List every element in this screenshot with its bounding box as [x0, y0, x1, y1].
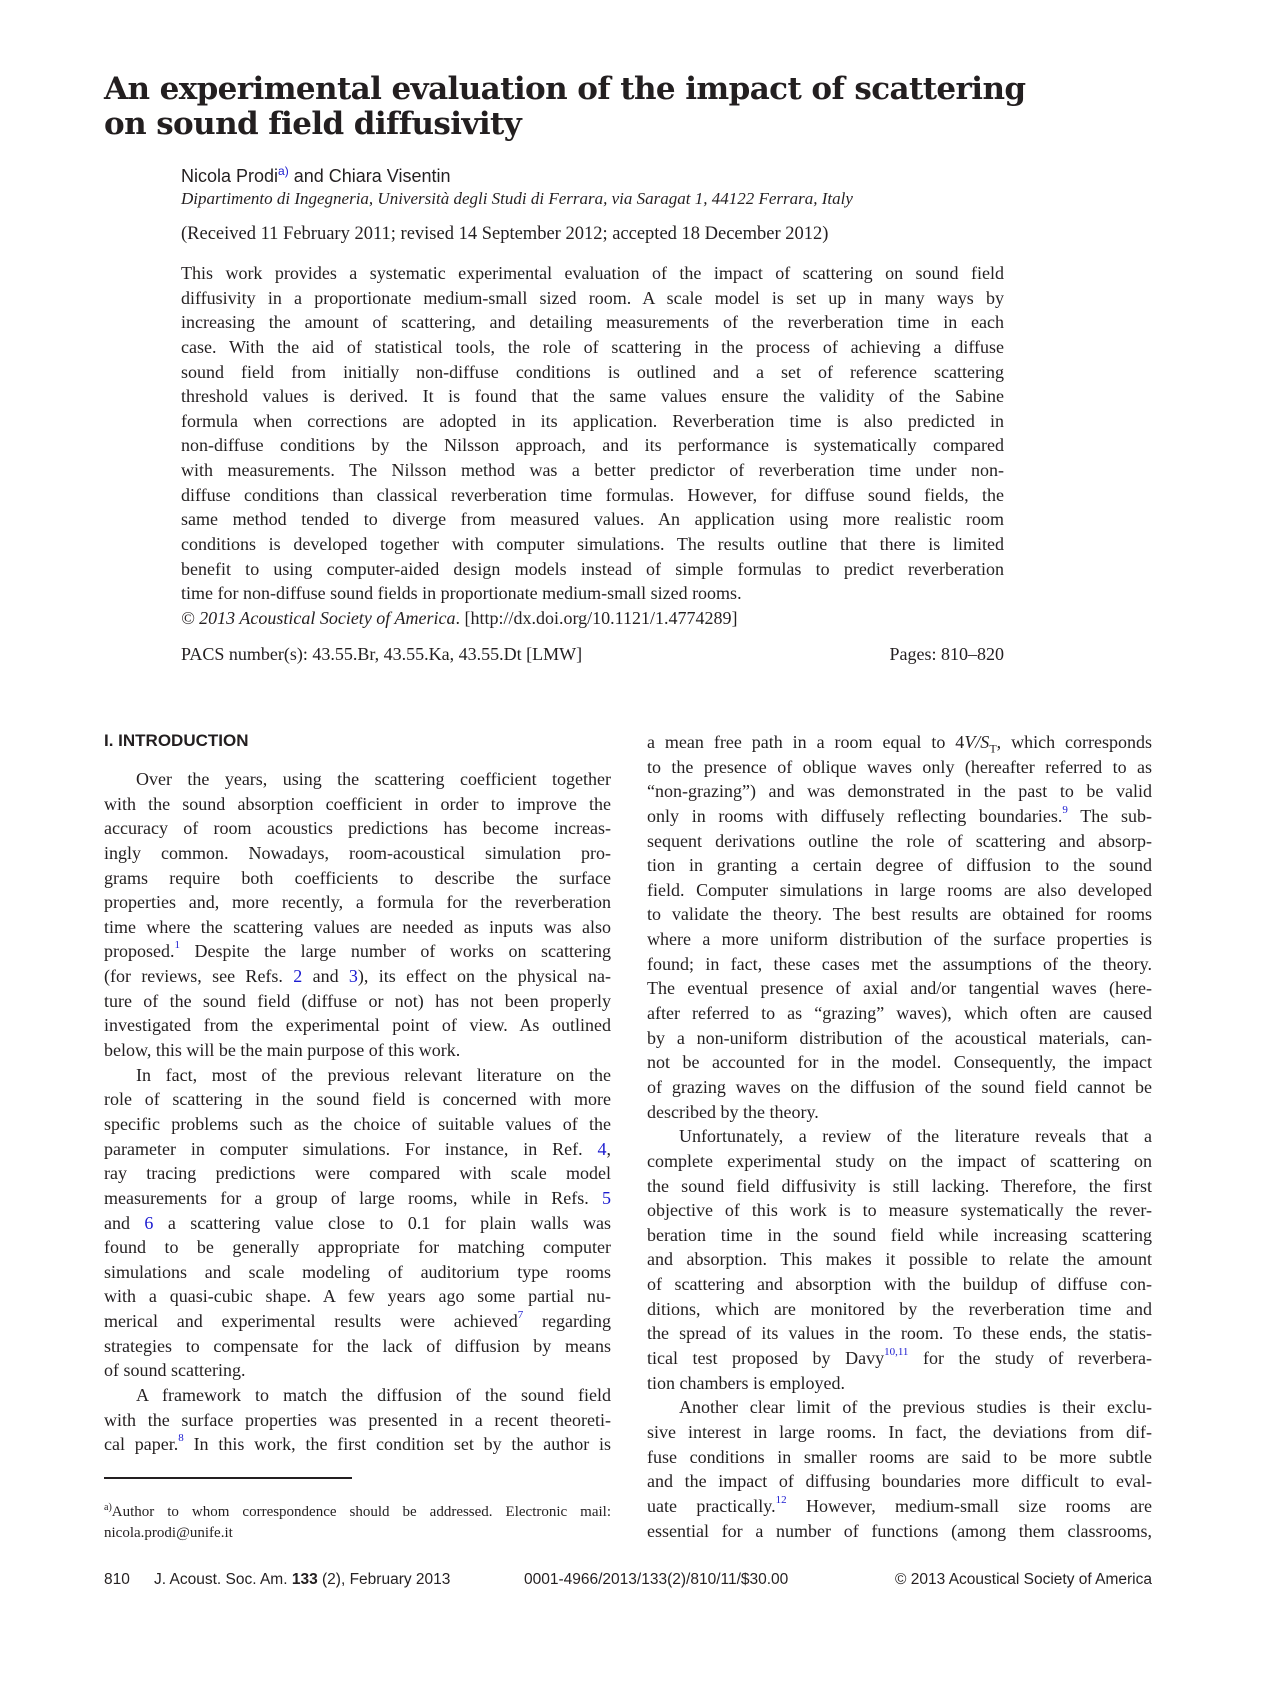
text-line: This work provides a systematic experimental evaluation of the impact of scattering on sound field [181, 263, 1004, 283]
text-line: proposed.$^1$ Despite the large number of works on scattering [104, 939, 611, 962]
text-line: only in rooms with diffusely reflecting boundaries.$^9$ The sub- [647, 803, 1152, 826]
author-name: and Chiara Visentin [288, 166, 451, 186]
right-column [647, 730, 1152, 1543]
text-line: uate practically.$^{12}$ However, medium-small size rooms are [647, 1493, 1152, 1516]
article-code: 0001-4966/2013/133(2)/810/11/$30.00 [524, 1571, 789, 1588]
footnote-divider [104, 1477, 352, 1479]
text-line: by a non-uniform distribution of the acoustical materials, can- [647, 1027, 1152, 1048]
text-line: accuracy of room acoustics predictions has become increas- [104, 818, 611, 839]
abstract [181, 261, 1004, 631]
reference-link[interactable]: 3 [348, 966, 358, 987]
affiliation: Dipartimento di Ingegneria, Università degli Studi di Ferrara, via Saragat 1, 44122 Ferrara, Italy [181, 189, 853, 208]
text-line: tion in granting a certain degree of diffusion to the sound [647, 855, 1152, 876]
text-line: of sound scattering. [104, 1360, 246, 1381]
text-line: A framework to match the diffusion of the sound field [136, 1385, 611, 1406]
page-number: 810 [104, 1571, 130, 1588]
text-line: after referred to as “grazing” waves), which often are caused [647, 1003, 1152, 1024]
text-line: Unfortunately, a review of the literature reveals that a [679, 1126, 1152, 1147]
title-line: on sound field diffusivity [104, 106, 522, 142]
text-line: ture of the sound field (diffuse or not) has not been properly [104, 990, 611, 1011]
text-line: same method tended to diverge from measured values. An application using more realistic room [181, 509, 1004, 530]
text-line: to the presence of oblique waves only (hereafter referred to as [647, 756, 1152, 777]
received-dates: (Received 11 February 2011; revised 14 September 2012; accepted 18 December 2012) [181, 224, 829, 244]
issue-date: (2), February 2013 [317, 1571, 451, 1588]
text-line: (for reviews, see Refs. 2 and 3), its effect on the physical na- [104, 966, 611, 987]
text-line: increasing the amount of scattering, and detailing measurements of the reverberation time in each [181, 312, 1004, 333]
text-line: the spread of its values in the room. To these ends, the statis- [647, 1323, 1152, 1344]
journal-citation [154, 1571, 524, 1589]
text-line: of scattering and absorption with the buildup of diffuse con- [647, 1274, 1152, 1295]
text-line: Over the years, using the scattering coefficient together [136, 769, 611, 789]
text-line: a mean free path in a room equal to $4V/S_T$, which corresponds [647, 732, 1152, 756]
reference-link[interactable]: 4 [597, 1138, 607, 1159]
text-line: of grazing waves on the diffusion of the sound field cannot be [647, 1076, 1152, 1097]
text-line: formula when corrections are adopted in its application. Reverberation time is also predicted in [181, 410, 1004, 431]
text-line: merical and experimental results were achieved$^7$ regarding [104, 1309, 611, 1332]
text-line: specific problems such as the choice of suitable values of the [104, 1113, 611, 1134]
text-line: complete experimental study on the impact of scattering on [647, 1150, 1152, 1171]
text-line: and 6 a scattering value close to 0.1 for plain walls was [104, 1212, 611, 1233]
text-line: benefit to using computer-aided design models instead of simple formulas to predict reverberation [181, 558, 1004, 579]
paper-title [104, 72, 1025, 142]
reference-superscript-link[interactable]: 9 [1062, 803, 1068, 816]
text-line: conditions is developed together with computer simulations. The results outline that there is limited [181, 534, 1004, 555]
reference-superscript-link[interactable]: a) [104, 1502, 112, 1513]
text-line: diffuse conditions than classical reverberation time formulas. However, for diffuse sound fields, the [181, 484, 1004, 505]
text-line: tical test proposed by Davy$^{10,11}$ for the study of reverbera- [647, 1346, 1152, 1369]
text-line: with the sound absorption coefficient in order to improve the [104, 793, 611, 814]
text-line: role of scattering in the sound field is concerned with more [104, 1089, 611, 1110]
reference-link[interactable]: 2 [293, 966, 303, 987]
text-line: The eventual presence of axial and/or tangential waves (here- [647, 978, 1152, 999]
text-line: time where the scattering values are needed as inputs was also [104, 916, 611, 937]
text-line: cal paper.$^8$ In this work, the first condition set by the author is [104, 1432, 611, 1455]
journal-name: J. Acoust. Soc. Am. [154, 1571, 292, 1588]
reference-superscript-link[interactable]: 8 [178, 1432, 184, 1445]
reference-superscript-link[interactable]: 1 [174, 939, 180, 952]
text-line: tion chambers is employed. [647, 1372, 845, 1393]
pacs-numbers: PACS number(s): 43.55.Br, 43.55.Ka, 43.55.Dt [LMW] [181, 644, 583, 664]
reference-superscript-link[interactable]: 12 [775, 1493, 787, 1506]
page-range: Pages: 810–820 [889, 644, 1004, 664]
text-line: nicola.prodi@unife.it [104, 1525, 233, 1541]
text-line: found; in fact, these cases met the assumptions of the theory. [647, 953, 1152, 974]
text-line: field. Computer simulations in large rooms are also developed [647, 879, 1152, 900]
text-line: and absorption. This makes it possible to relate the amount [647, 1249, 1152, 1270]
text-line: threshold values is derived. It is found that the same values ensure the validity of the Sabine [181, 386, 1004, 407]
text-line: with a quasi-cubic shape. A few years ago some partial nu- [104, 1286, 611, 1307]
text-line: grams require both coefficients to describe the surface [104, 867, 611, 888]
footnote [104, 1502, 611, 1544]
left-column [104, 767, 611, 1457]
page-footer [104, 1571, 1152, 1589]
text-line: where a more uniform distribution of the surface properties is [647, 929, 1152, 950]
reference-superscript-link[interactable]: 7 [517, 1309, 524, 1322]
text-line: sequent derivations outline the role of scattering and absorp- [647, 830, 1152, 851]
text-line: diffusivity in a proportionate medium-small sized room. A scale model is set up in many ways by [181, 287, 1004, 308]
text-line: investigated from the experimental point of view. As outlined [104, 1015, 611, 1036]
text-line: non-diffuse conditions by the Nilsson approach, and its performance is systematically compared [181, 435, 1004, 456]
text-line: measurements for a group of large rooms, while in Refs. 5 [104, 1187, 611, 1208]
reference-superscript-link[interactable]: 10,11 [884, 1346, 909, 1359]
reference-link[interactable]: 6 [144, 1212, 154, 1233]
text-line: not be accounted for in the model. Consequently, the impact [647, 1052, 1152, 1073]
text-line: In fact, most of the previous relevant literature on the [136, 1064, 611, 1085]
author-name: Nicola Prodi [181, 166, 279, 186]
text-line: below, this will be the main purpose of this work. [104, 1040, 461, 1061]
text-line: sive interest in large rooms. In fact, the deviations from dif- [647, 1421, 1152, 1442]
text-line: © 2013 Acoustical Society of America. [http://dx.doi.org/10.1121/1.4774289] [181, 607, 738, 628]
italic-text: V/S [964, 732, 990, 752]
reference-link[interactable]: 5 [602, 1187, 611, 1208]
text-line: ray tracing predictions were compared with scale model [104, 1163, 611, 1184]
text-line: ingly common. Nowadays, room-acoustical simulation pro- [104, 842, 611, 863]
text-line: with the surface properties was presented in a recent theoreti- [104, 1409, 611, 1430]
text-line: case. With the aid of statistical tools, the role of scattering in the process of achieving a diffuse [181, 336, 1004, 357]
footnote-mark-link[interactable]: a) [278, 164, 289, 178]
text-line: $^{a)}$Author to whom correspondence should be addressed. Electronic mail: [104, 1502, 611, 1520]
section-heading: I. INTRODUCTION [104, 731, 249, 750]
italic-text: © 2013 Acoustical Society of America [181, 607, 456, 628]
volume: 133 [291, 1571, 318, 1588]
text-line: with measurements. The Nilsson method was a better predictor of reverberation time under non- [181, 460, 1004, 481]
subscript: T [989, 741, 997, 756]
authors [181, 164, 451, 187]
title-line: An experimental evaluation of the impact of scattering [104, 71, 1026, 107]
text-line: the sound field diffusivity is still lacking. Therefore, the first [647, 1175, 1152, 1196]
text-line: sound field from initially non-diffuse conditions is outlined and a set of reference scattering [181, 361, 1004, 382]
text-line: “non-grazing”) and was demonstrated in the past to be valid [647, 781, 1152, 802]
text-line: ditions, which are monitored by the reverberation time and [647, 1298, 1152, 1319]
text-line: parameter in computer simulations. For instance, in Ref. 4, [104, 1138, 611, 1159]
pacs-row [181, 644, 1004, 665]
text-line: time for non-diffuse sound fields in proportionate medium-small sized rooms. [181, 583, 742, 604]
text-line: Another clear limit of the previous studies is their exclu- [679, 1397, 1152, 1418]
footer-copyright: © 2013 Acoustical Society of America [895, 1571, 1152, 1588]
text-line: found to be generally appropriate for matching computer [104, 1237, 611, 1258]
text-line: objective of this work is to measure systematically the rever- [647, 1200, 1152, 1221]
text-line: beration time in the sound field while increasing scattering [647, 1224, 1152, 1245]
text-line: properties and, more recently, a formula for the reverberation [104, 892, 611, 913]
text-line: to validate the theory. The best results are obtained for rooms [647, 904, 1152, 925]
text-line: described by the theory. [647, 1101, 819, 1122]
text-line: strategies to compensate for the lack of diffusion by means [104, 1335, 611, 1356]
text-line: and the impact of diffusing boundaries more difficult to eval- [647, 1471, 1152, 1492]
text-line: fuse conditions in smaller rooms are said to be more subtle [647, 1446, 1152, 1467]
text-line: essential for a number of functions (among them classrooms, [647, 1520, 1152, 1541]
text-line: simulations and scale modeling of auditorium type rooms [104, 1261, 611, 1282]
